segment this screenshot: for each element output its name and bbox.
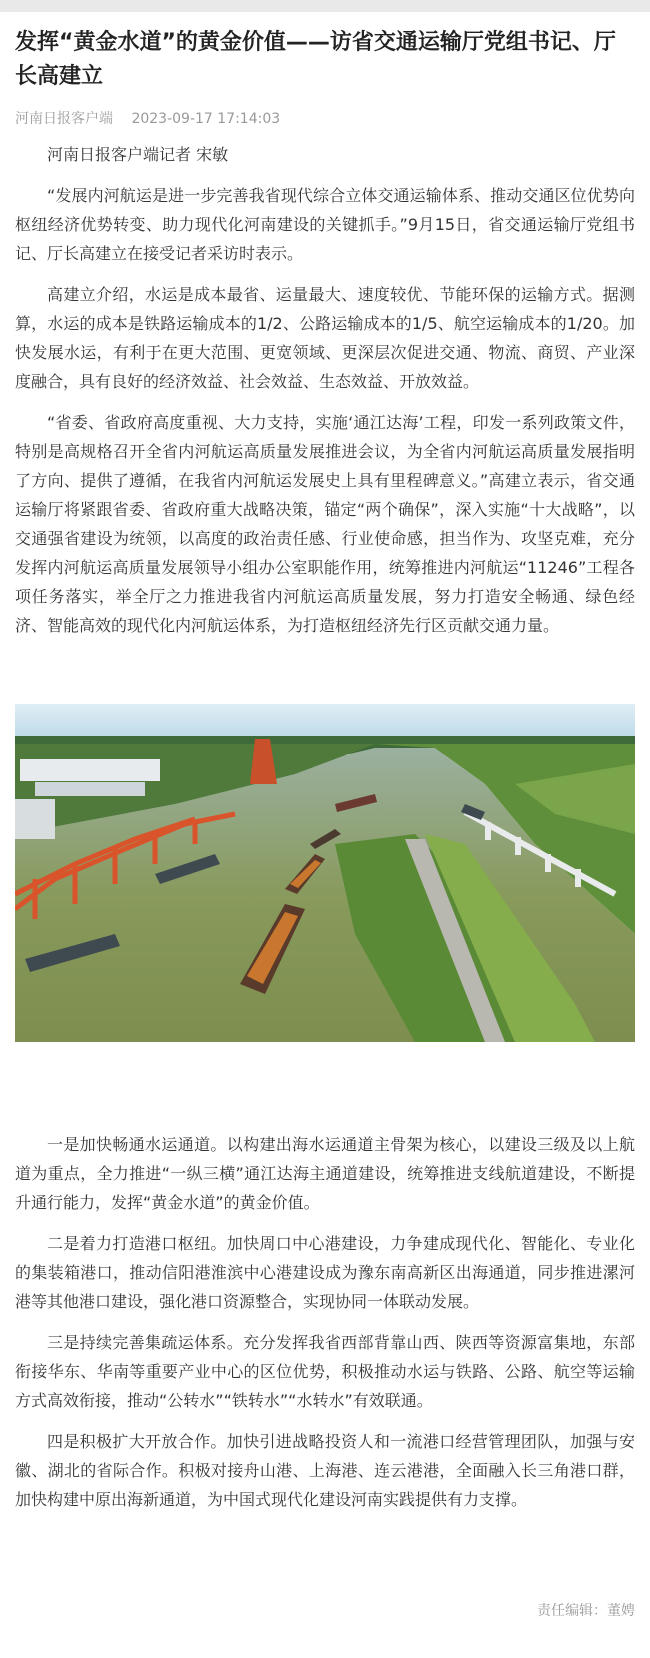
article-datetime: 2023-09-17 17:14:03 [131,111,281,127]
responsible-editor: 责任编辑：董娉 [537,1603,635,1619]
article-body-bottom [15,1130,635,1526]
paragraph: 三是持续完善集疏运体系。充分发挥我省西部背靠山西、陕西等资源富集地，东部衔接华东、华南等重要产业中心的区位优势，积极推动水运与铁路、公路、航空等运输方式高效衔接，推动“公转水”“铁转水”“水转水”有效联通。 [15,1333,635,1410]
article-title: 发挥“黄金水道”的黄金价值——访省交通运输厅党组书记、厅长高建立 [15,30,616,89]
article-meta [15,108,294,128]
article-source: 河南日报客户端 [15,111,113,127]
paragraph: 四是积极扩大开放合作。加快引进战略投资人和一流港口经营管理团队，加强与安徽、湖北的省际合作。积极对接舟山港、上海港、连云港港，全面融入长三角港口群，加快构建中原出海新通道，为中国式现代化建设河南实践提供有力支撑。 [15,1432,635,1509]
byline: 河南日报客户端记者 宋敏 [47,145,229,164]
top-bar [0,0,650,12]
article-body-top [15,140,635,652]
paragraph: 一是加快畅通水运通道。以构建出海水运通道主骨架为核心，以建设三级及以上航道为重点，全力推进“一纵三横”通江达海主通道建设，统筹推进支线航道建设，不断提升通行能力，发挥“黄金水道”的黄金价值。 [15,1135,635,1212]
paragraph: “省委、省政府高度重视、大力支持，实施‘通江达海’工程，印发一系列政策文件，特别是高规格召开全省内河航运高质量发展推进会议，为全省内河航运高质量发展指明了方向、提供了遵循，在我省内河航运发展史上具有里程碑意义。”高建立表示，省交通运输厅将紧跟省委、省政府重大战略决策，锚定“两个确保”，深入实施“十大战略”，以交通强省建设为统领，以高度的政治责任感、行业使命感，担当作为、攻坚克难，充分发挥内河航运高质量发展领导小组办公室职能作用，统筹推进内河航运“11246”工程各项任务落实，举全厅之力推进我省内河航运高质量发展，努力打造安全畅通、绿色经济、智能高效的现代化内河航运体系，为打造枢纽经济先行区贡献交通力量。 [15,413,635,635]
river-port-illustration [15,704,635,1042]
paragraph: 二是着力打造港口枢纽。加快周口中心港建设，力争建成现代化、智能化、专业化的集装箱港口，推动信阳港淮滨中心港建设成为豫东南高新区出海通道，同步推进漯河港等其他港口建设，强化港口资源整合，实现协同一体联动发展。 [15,1234,635,1311]
article-photo[interactable] [15,704,635,1042]
paragraph: 高建立介绍，水运是成本最省、运量最大、速度较优、节能环保的运输方式。据测算，水运的成本是铁路运输成本的1/2、公路运输成本的1/5、航空运输成本的1/20。加快发展水运，有利于在更大范围、更宽领域、更深层次促进交通、物流、商贸、产业深度融合，具有良好的经济效益、社会效益、生态效益、开放效益。 [15,285,635,391]
paragraph: “发展内河航运是进一步完善我省现代综合立体交通运输体系、推动交通区位优势向枢纽经济优势转变、助力现代化河南建设的关键抓手。”9月15日，省交通运输厅党组书记、厅长高建立在接受记者采访时表示。 [15,186,635,263]
